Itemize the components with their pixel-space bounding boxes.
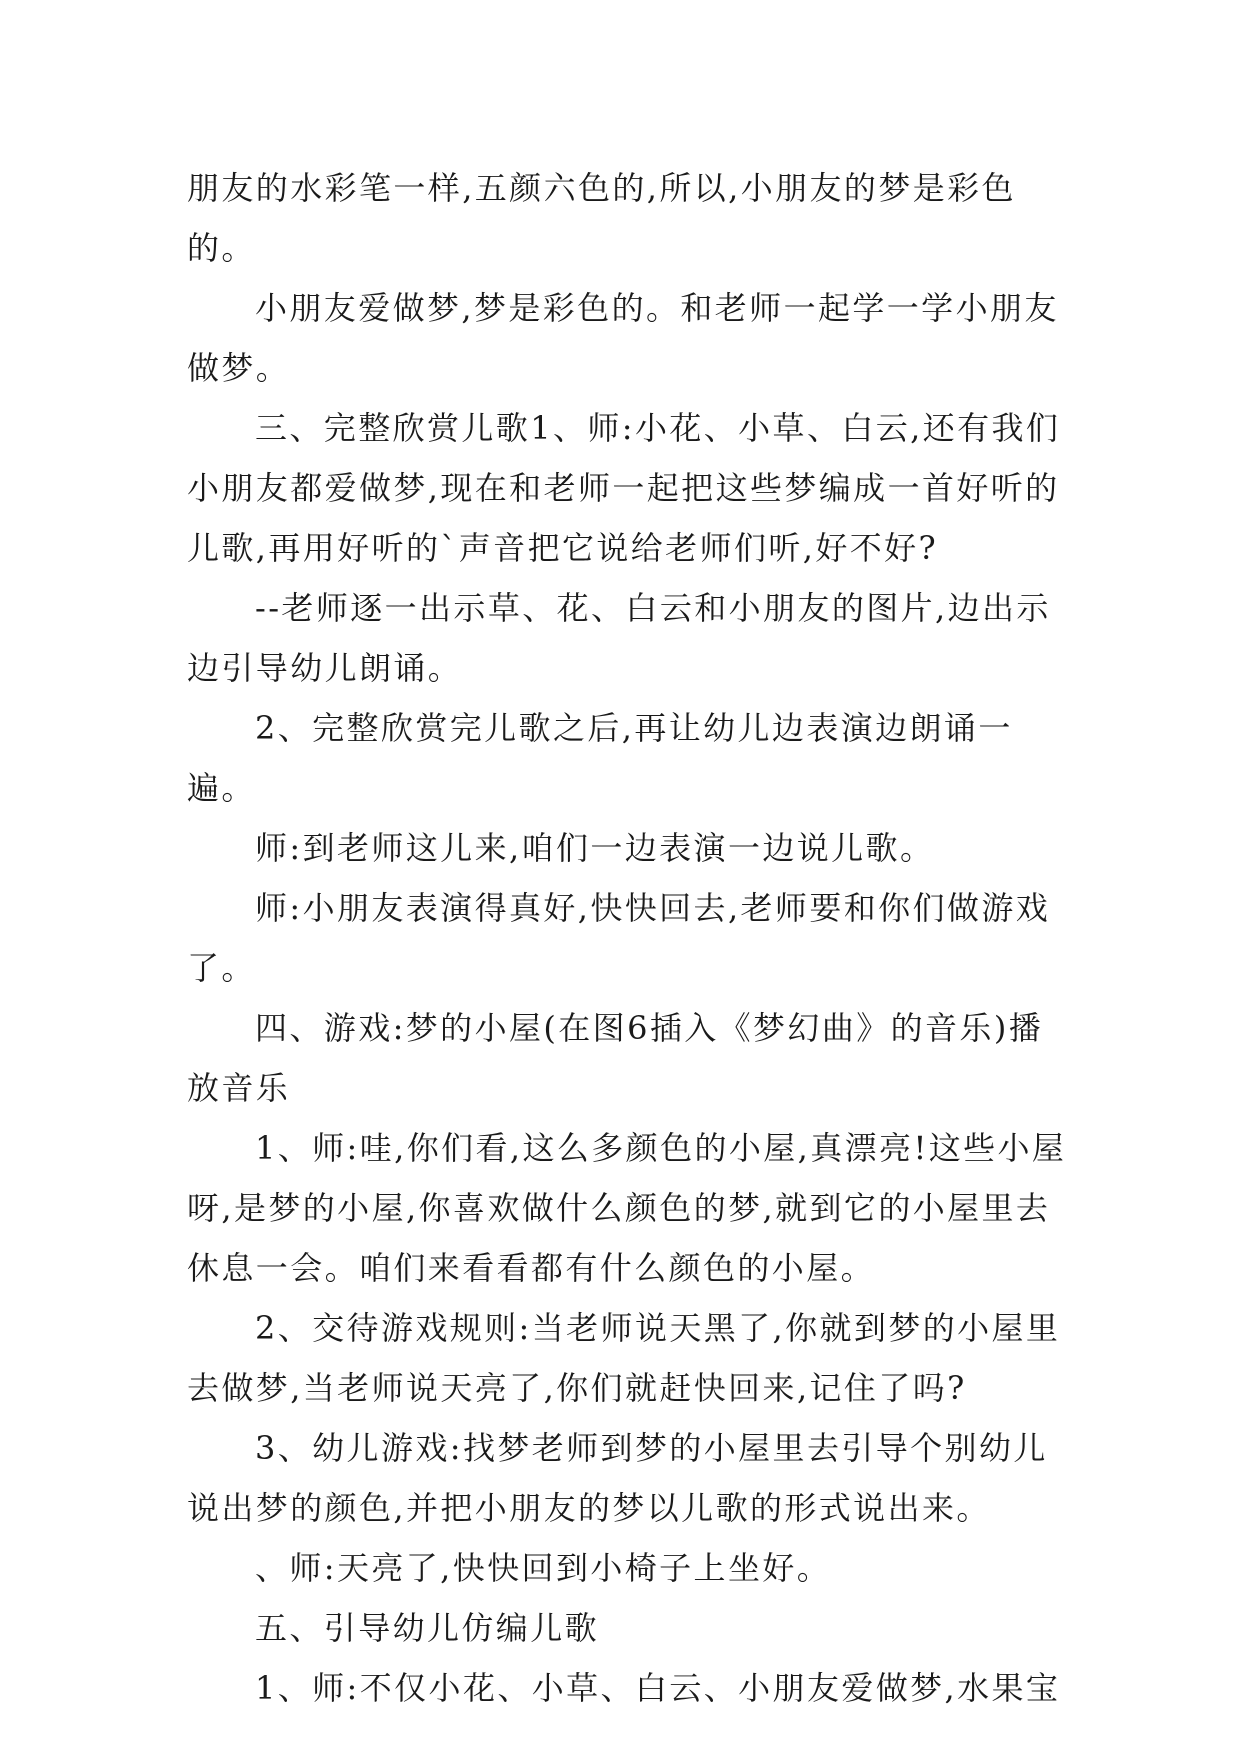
paragraph-6: 师:到老师这儿来,咱们一边表演一边说儿歌。 bbox=[255, 829, 935, 867]
paragraph-4: --老师逐一出示草、花、白云和小朋友的图片,边出示边引导幼儿朗诵。 bbox=[187, 589, 1051, 687]
paragraph-8: 四、游戏:梦的小屋(在图6插入《梦幻曲》的音乐)播放音乐 bbox=[187, 1009, 1044, 1107]
paragraph-3: 三、完整欣赏儿歌1、师:小花、小草、白云,还有我们小朋友都爱做梦,现在和老师一起把这些梦编成一首好听的儿歌,再用好听的`声音把它说给老师们听,好不好? bbox=[187, 409, 1061, 567]
paragraph-9: 1、师:哇,你们看,这么多颜色的小屋,真漂亮!这些小屋呀,是梦的小屋,你喜欢做什么颜色的梦,就到它的小屋里去休息一会。咱们来看看都有什么颜色的小屋。 bbox=[187, 1129, 1067, 1287]
paragraph-2: 小朋友爱做梦,梦是彩色的。和老师一起学一学小朋友做梦。 bbox=[187, 289, 1059, 387]
paragraph-1: 朋友的水彩笔一样,五颜六色的,所以,小朋友的梦是彩色的。 bbox=[187, 169, 1016, 267]
document-body bbox=[187, 158, 1077, 1718]
paragraph-14: 1、师:不仅小花、小草、白云、小朋友爱做梦,水果宝 bbox=[255, 1669, 1061, 1707]
paragraph-10: 2、交待游戏规则:当老师说天黑了,你就到梦的小屋里去做梦,当老师说天亮了,你们就赶快回来,记住了吗? bbox=[187, 1309, 1061, 1407]
paragraph-12: 、师:天亮了,快快回到小椅子上坐好。 bbox=[255, 1549, 832, 1587]
paragraph-7: 师:小朋友表演得真好,快快回去,老师要和你们做游戏了。 bbox=[187, 889, 1051, 987]
paragraph-13: 五、引导幼儿仿编儿歌 bbox=[255, 1609, 600, 1647]
paragraph-11: 3、幼儿游戏:找梦老师到梦的小屋里去引导个别幼儿说出梦的颜色,并把小朋友的梦以儿歌的形式说出来。 bbox=[187, 1429, 1048, 1527]
paragraph-5: 2、完整欣赏完儿歌之后,再让幼儿边表演边朗诵一遍。 bbox=[187, 709, 1013, 807]
